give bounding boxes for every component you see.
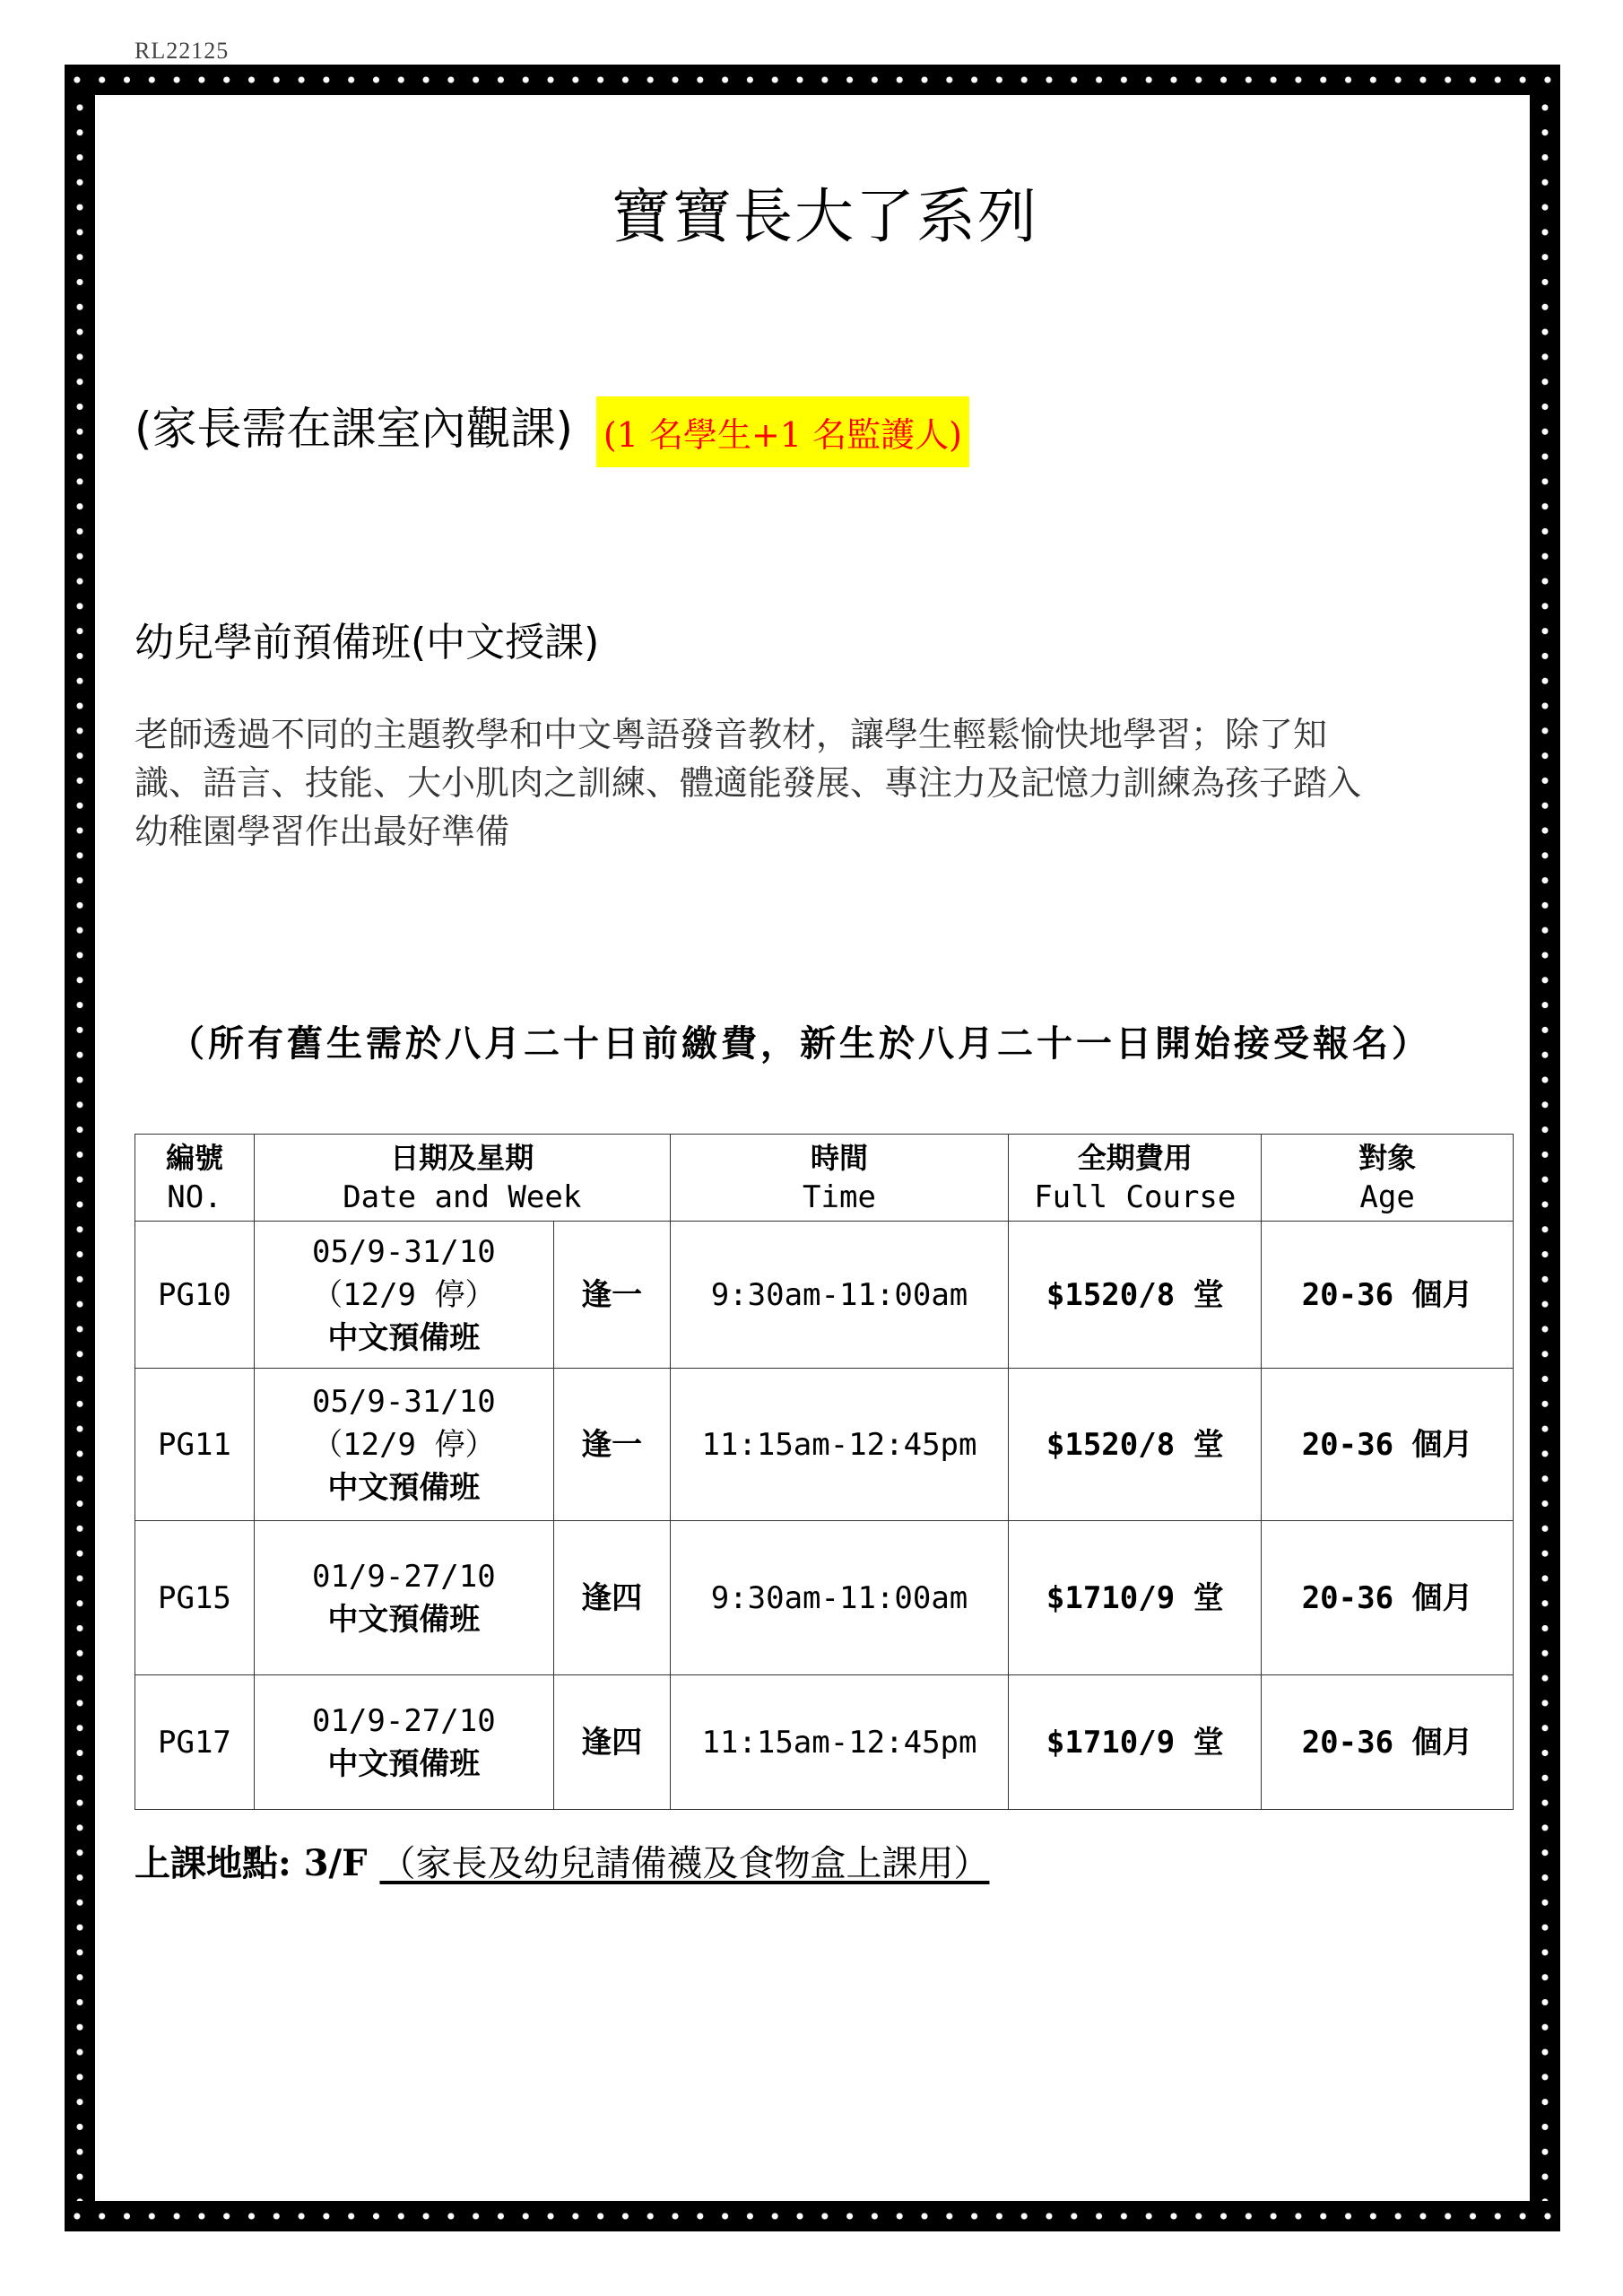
observation-notice	[135, 393, 969, 467]
cell-fee: $1710/9 堂	[1009, 1521, 1262, 1675]
description-line: 老師透過不同的主題教學和中文粵語發音教材，讓學生輕鬆愉快地學習；除了知	[135, 715, 1328, 754]
location-detail: （家長及幼兒請備襪及食物盒上課用）	[379, 1843, 990, 1884]
cell-time: 9:30am-11:00am	[670, 1521, 1009, 1675]
cell-age: 20-36 個月	[1262, 1521, 1514, 1675]
table-row	[135, 1675, 1514, 1810]
cell-time: 9:30am-11:00am	[670, 1222, 1009, 1369]
cell-fee: $1520/8 堂	[1009, 1369, 1262, 1521]
header-time: 時間 Time	[670, 1135, 1009, 1222]
cell-age: 20-36 個月	[1262, 1222, 1514, 1369]
cell-fee: $1520/8 堂	[1009, 1222, 1262, 1369]
payment-note: （所有舊生需於八月二十日前繳費，新生於八月二十一日開始接受報名）	[169, 1022, 1431, 1065]
cell-date: 05/9-31/10 （12/9 停） 中文預備班	[254, 1369, 553, 1521]
location-label: 上課地點: 3/F	[135, 1842, 368, 1884]
description-line: 幼稚園學習作出最好準備	[135, 812, 510, 851]
schedule-table	[135, 1134, 1514, 1810]
cell-no: PG15	[135, 1521, 255, 1675]
cell-day: 逢四	[553, 1521, 670, 1675]
header-date: 日期及星期 Date and Week	[254, 1135, 670, 1222]
cell-age: 20-36 個月	[1262, 1675, 1514, 1810]
description-line: 識、語言、技能、大小肌肉之訓練、體適能發展、專注力及記憶力訓練為孩子踏入	[135, 763, 1362, 803]
cell-no: PG11	[135, 1369, 255, 1521]
table-header-row	[135, 1135, 1514, 1222]
cell-date: 01/9-27/10 中文預備班	[254, 1521, 553, 1675]
document-code: RL22125	[135, 38, 230, 64]
course-section-title: 幼兒學前預備班(中文授課)	[135, 620, 600, 665]
cell-date: 05/9-31/10 （12/9 停） 中文預備班	[254, 1222, 553, 1369]
cell-time: 11:15am-12:45pm	[670, 1369, 1009, 1521]
cell-day: 逢一	[553, 1369, 670, 1521]
header-fee: 全期費用 Full Course	[1009, 1135, 1262, 1222]
table-row	[135, 1521, 1514, 1675]
header-age: 對象 Age	[1262, 1135, 1514, 1222]
cell-age: 20-36 個月	[1262, 1369, 1514, 1521]
header-no: 編號 NO.	[135, 1135, 255, 1222]
cell-day: 逢一	[553, 1222, 670, 1369]
table-row	[135, 1369, 1514, 1521]
cell-no: PG17	[135, 1675, 255, 1810]
cell-fee: $1710/9 堂	[1009, 1675, 1262, 1810]
cell-no: PG10	[135, 1222, 255, 1369]
cell-day: 逢四	[553, 1675, 670, 1810]
class-location	[135, 1835, 989, 1886]
observation-notice-text: (家長需在課室內觀課)	[135, 403, 574, 455]
observation-notice-highlight: (1 名學生+1 名監護人)	[596, 396, 969, 467]
cell-date: 01/9-27/10 中文預備班	[254, 1675, 553, 1810]
course-description	[135, 710, 1515, 856]
cell-time: 11:15am-12:45pm	[670, 1675, 1009, 1810]
table-row	[135, 1222, 1514, 1369]
page-title: 寶寶長大了系列	[612, 182, 1038, 251]
